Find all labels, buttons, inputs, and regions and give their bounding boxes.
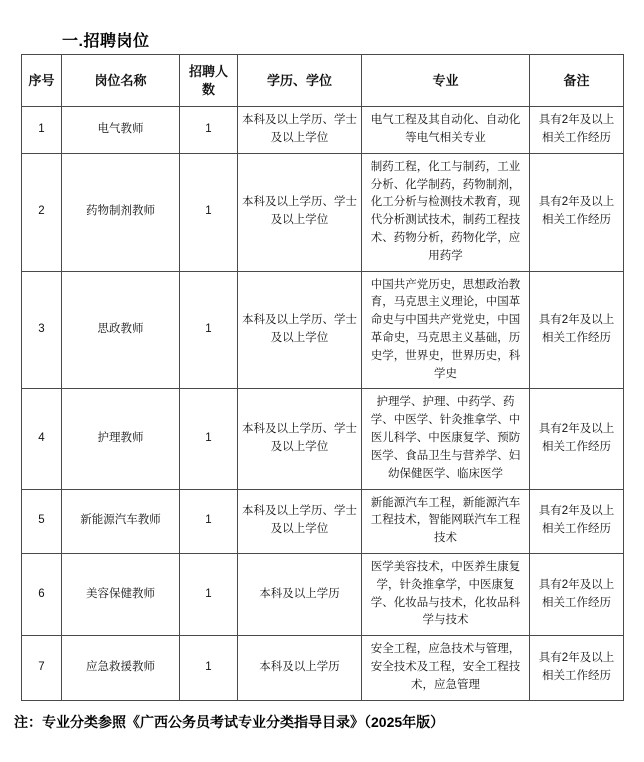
cell-major: 护理学、护理、中药学、药学、中医学、针灸推拿学、中医儿科学、中医康复学、预防医学、食品卫生与营养学、妇幼保健医学、临床医学 bbox=[362, 389, 530, 489]
column-header-no: 序号 bbox=[22, 55, 62, 107]
cell-number: 1 bbox=[180, 636, 238, 700]
table-header-row bbox=[22, 55, 624, 107]
cell-name: 护理教师 bbox=[62, 389, 180, 489]
column-header-note: 备注 bbox=[530, 55, 624, 107]
table-row bbox=[22, 389, 624, 489]
cell-no: 7 bbox=[22, 636, 62, 700]
page-title: 一.招聘岗位 bbox=[62, 33, 150, 50]
cell-major: 中国共产党历史，思想政治教育，马克思主义理论，中国革命史与中国共产党党史，中国革命史，马克思主义基础，历史学，世界史，世界历史，科学史 bbox=[362, 271, 530, 389]
cell-number: 1 bbox=[180, 271, 238, 389]
table-row bbox=[22, 553, 624, 635]
table-row bbox=[22, 636, 624, 700]
cell-note: 具有2年及以上相关工作经历 bbox=[530, 389, 624, 489]
cell-note: 具有2年及以上相关工作经历 bbox=[530, 153, 624, 271]
cell-major: 制药工程，化工与制药，工业分析、化学制药，药物制剂，化工分析与检测技术教育，现代分析测试技术，制药工程技术、药物分析，药物化学，应用药学 bbox=[362, 153, 530, 271]
cell-note: 具有2年及以上相关工作经历 bbox=[530, 636, 624, 700]
cell-no: 3 bbox=[22, 271, 62, 389]
cell-name: 电气教师 bbox=[62, 107, 180, 154]
column-header-name: 岗位名称 bbox=[62, 55, 180, 107]
cell-name: 思政教师 bbox=[62, 271, 180, 389]
cell-note: 具有2年及以上相关工作经历 bbox=[530, 271, 624, 389]
cell-major: 电气工程及其自动化、自动化等电气相关专业 bbox=[362, 107, 530, 154]
cell-name: 药物制剂教师 bbox=[62, 153, 180, 271]
cell-major: 医学美容技术，中医养生康复学，针灸推拿学，中医康复学、化妆品与技术，化妆品科学与技术 bbox=[362, 553, 530, 635]
cell-no: 5 bbox=[22, 489, 62, 553]
cell-note: 具有2年及以上相关工作经历 bbox=[530, 553, 624, 635]
column-header-major: 专业 bbox=[362, 55, 530, 107]
footnote: 注：专业分类参照《广西公务员考试专业分类指导目录》（2025年版） bbox=[14, 714, 445, 730]
cell-education: 本科及以上学历 bbox=[238, 636, 362, 700]
jobs-table-container bbox=[21, 54, 623, 701]
cell-number: 1 bbox=[180, 389, 238, 489]
table-row bbox=[22, 107, 624, 154]
cell-name: 美容保健教师 bbox=[62, 553, 180, 635]
table-row bbox=[22, 489, 624, 553]
cell-note: 具有2年及以上相关工作经历 bbox=[530, 489, 624, 553]
cell-major: 安全工程，应急技术与管理，安全技术及工程，安全工程技术，应急管理 bbox=[362, 636, 530, 700]
cell-no: 4 bbox=[22, 389, 62, 489]
cell-education: 本科及以上学历、学士及以上学位 bbox=[238, 489, 362, 553]
cell-name: 新能源汽车教师 bbox=[62, 489, 180, 553]
cell-number: 1 bbox=[180, 553, 238, 635]
cell-number: 1 bbox=[180, 153, 238, 271]
cell-name: 应急救援教师 bbox=[62, 636, 180, 700]
cell-education: 本科及以上学历、学士及以上学位 bbox=[238, 271, 362, 389]
cell-no: 2 bbox=[22, 153, 62, 271]
cell-no: 6 bbox=[22, 553, 62, 635]
column-header-education: 学历、学位 bbox=[238, 55, 362, 107]
cell-education: 本科及以上学历 bbox=[238, 553, 362, 635]
jobs-table bbox=[21, 54, 624, 701]
cell-no: 1 bbox=[22, 107, 62, 154]
cell-education: 本科及以上学历、学士及以上学位 bbox=[238, 153, 362, 271]
cell-number: 1 bbox=[180, 107, 238, 154]
cell-education: 本科及以上学历、学士及以上学位 bbox=[238, 107, 362, 154]
table-row bbox=[22, 153, 624, 271]
cell-number: 1 bbox=[180, 489, 238, 553]
table-row bbox=[22, 271, 624, 389]
cell-major: 新能源汽车工程，新能源汽车工程技术，智能网联汽车工程技术 bbox=[362, 489, 530, 553]
cell-note: 具有2年及以上相关工作经历 bbox=[530, 107, 624, 154]
cell-education: 本科及以上学历、学士及以上学位 bbox=[238, 389, 362, 489]
column-header-number: 招聘人数 bbox=[180, 55, 238, 107]
